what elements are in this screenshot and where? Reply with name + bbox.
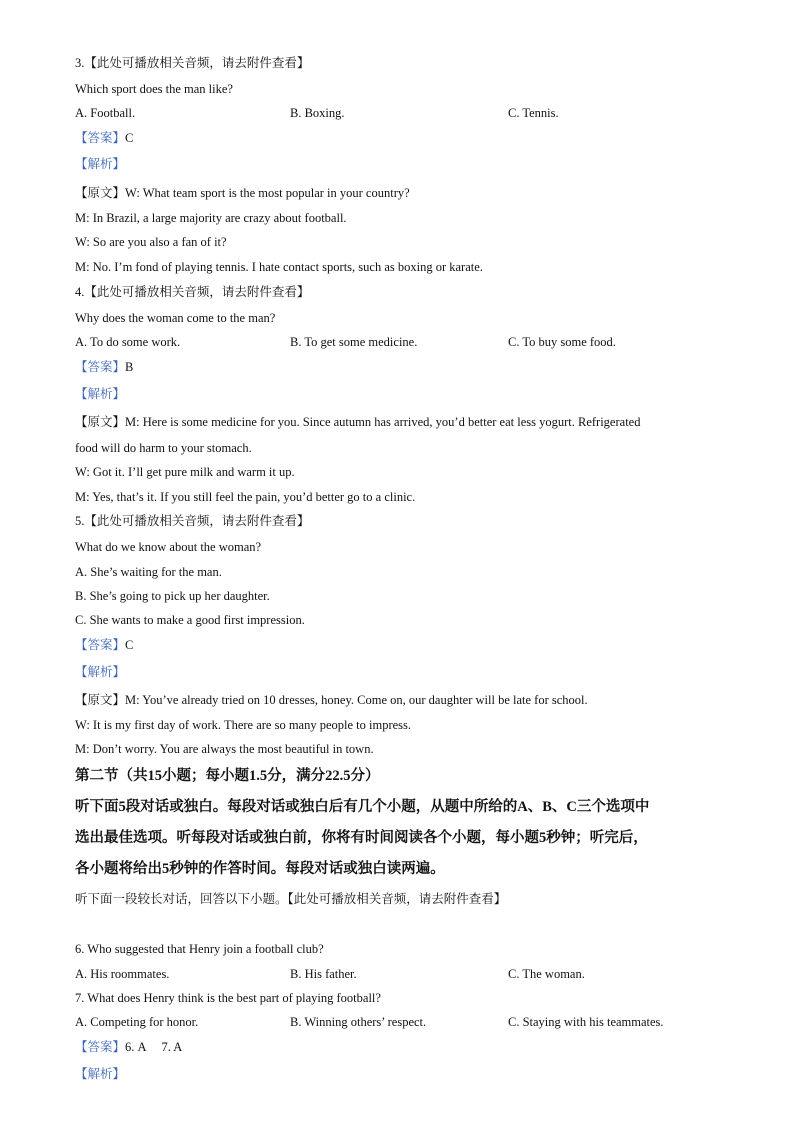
section2-instructions-line: 听下面5段对话或独白。每段对话或独白后有几个小题，从题中所给的A、B、C三个选项中 — [75, 799, 650, 815]
q3-question: Which sport does the man like? — [75, 82, 233, 96]
answer-label: 【答案】 — [75, 1040, 126, 1054]
q7-question: 7. What does Henry think is the best part of playing football? — [75, 991, 381, 1005]
q67-answer — [75, 1039, 182, 1055]
q4-question: Why does the woman come to the man? — [75, 311, 276, 325]
q5-question: What do we know about the woman? — [75, 540, 262, 554]
q3-answer — [75, 130, 133, 146]
section2-title: 第二节（共15小题；每小题1.5分，满分22.5分） — [75, 768, 380, 784]
answer-label: 【答案】 — [75, 638, 126, 652]
q3-option-c: C. Tennis. — [508, 106, 559, 120]
q3-option-b: B. Boxing. — [290, 106, 345, 120]
q3-transcript-line: M: No. I’m fond of playing tennis. I hate contact sports, such as boxing or karate. — [75, 260, 483, 274]
q6-options — [75, 966, 725, 982]
section2-instructions-line: 各小题将给出5秒钟的作答时间。每段对话或独白读两遍。 — [75, 861, 445, 877]
q7-option-a: A. Competing for honor. — [75, 1015, 199, 1029]
q3-transcript-line: 【原文】W: What team sport is the most popular in your country? — [75, 186, 410, 200]
answer-label: 【答案】 — [75, 131, 126, 145]
q6-question: 6. Who suggested that Henry join a football club? — [75, 942, 324, 956]
answer-value: 6. A 7. A — [125, 1040, 183, 1054]
answer-value: B — [125, 360, 134, 374]
q5-transcript-line: M: Don’t worry. You are always the most beautiful in town. — [75, 742, 374, 756]
q7-option-c: C. Staying with his teammates. — [508, 1015, 664, 1029]
q4-option-a: A. To do some work. — [75, 335, 181, 349]
q5-stem: 5.【此处可播放相关音频，请去附件查看】 — [75, 514, 310, 528]
q7-options — [75, 1014, 725, 1030]
q4-stem: 4.【此处可播放相关音频，请去附件查看】 — [75, 285, 310, 299]
q4-transcript-line: W: Got it. I’ll get pure milk and warm it up. — [75, 465, 295, 479]
q6-option-c: C. The woman. — [508, 967, 585, 981]
q3-transcript-line: M: In Brazil, a large majority are crazy about football. — [75, 211, 347, 225]
q4-options — [75, 334, 725, 350]
q67-analysis-label: 【解析】 — [75, 1067, 126, 1081]
q3-analysis-label: 【解析】 — [75, 157, 126, 171]
answer-value: C — [125, 638, 134, 652]
q4-transcript-line: 【原文】M: Here is some medicine for you. Since autumn has arrived, you’d better eat less yogurt. Refrigerated — [75, 415, 641, 429]
section2-instructions-line: 选出最佳选项。听每段对话或独白前，你将有时间阅读各个小题，每小题5秒钟；听完后， — [75, 830, 648, 846]
q4-analysis-label: 【解析】 — [75, 387, 126, 401]
q4-option-b: B. To get some medicine. — [290, 335, 418, 349]
q4-option-c: C. To buy some food. — [508, 335, 616, 349]
q5-option-a: A. She’s waiting for the man. — [75, 565, 222, 579]
q5-option-b: B. She’s going to pick up her daughter. — [75, 589, 270, 603]
q4-answer — [75, 359, 133, 375]
q5-transcript-line: 【原文】M: You’ve already tried on 10 dresses, honey. Come on, our daughter will be late for school. — [75, 693, 588, 707]
answer-value: C — [125, 131, 134, 145]
q7-option-b: B. Winning others’ respect. — [290, 1015, 427, 1029]
q5-transcript-line: W: It is my first day of work. There are so many people to impress. — [75, 718, 412, 732]
q4-transcript-line: M: Yes, that’s it. If you still feel the pain, you’d better go to a clinic. — [75, 490, 416, 504]
q4-transcript-line: food will do harm to your stomach. — [75, 441, 252, 455]
q5-analysis-label: 【解析】 — [75, 665, 126, 679]
q6-option-b: B. His father. — [290, 967, 357, 981]
q5-answer — [75, 637, 133, 653]
q6-option-a: A. His roommates. — [75, 967, 170, 981]
answer-label: 【答案】 — [75, 360, 126, 374]
section2-intro: 听下面一段较长对话，回答以下小题。【此处可播放相关音频，请去附件查看】 — [75, 892, 507, 906]
q3-options — [75, 105, 725, 121]
q5-option-c: C. She wants to make a good first impression. — [75, 613, 305, 627]
q3-transcript-line: W: So are you also a fan of it? — [75, 235, 227, 249]
q3-stem: 3.【此处可播放相关音频，请去附件查看】 — [75, 56, 310, 70]
q3-option-a: A. Football. — [75, 106, 136, 120]
